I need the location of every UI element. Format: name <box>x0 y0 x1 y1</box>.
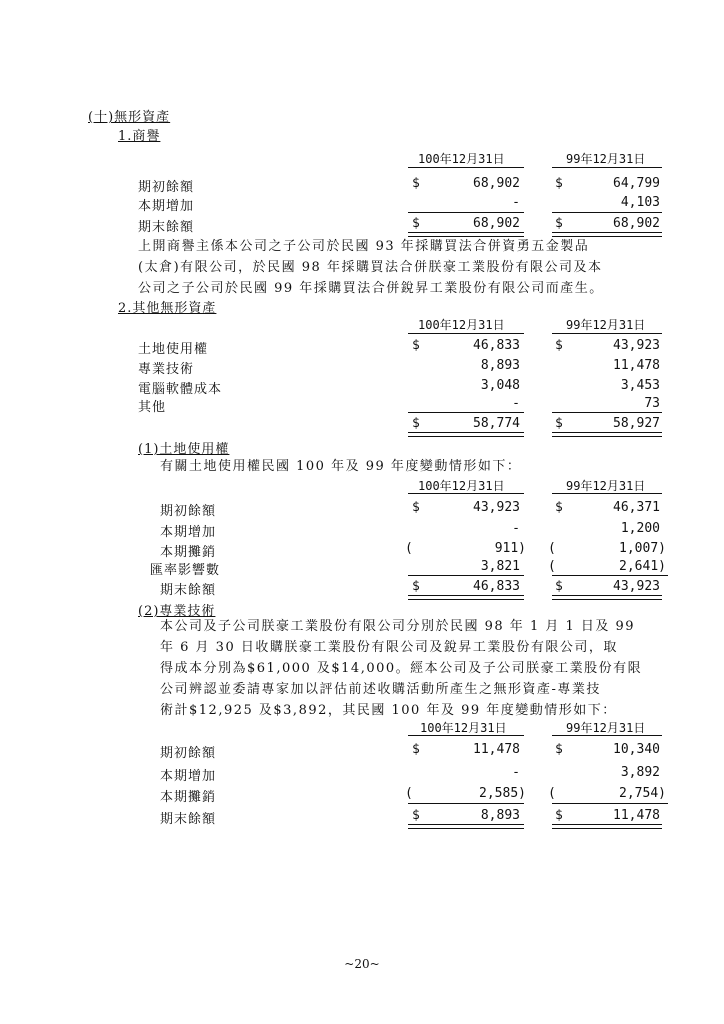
other-value: 43,923 <box>613 338 660 353</box>
land-value: 43,923 <box>473 500 520 515</box>
goodwill-value: 68,902 <box>473 176 520 191</box>
page-number: ~20~ <box>344 957 380 971</box>
technology-heading: (2)專業技術 <box>138 604 216 619</box>
land-subtotal-rule <box>408 575 524 576</box>
goodwill-row-label: 期初餘額 <box>138 180 195 195</box>
land-row-label: 期初餘額 <box>160 504 217 519</box>
land-row-label: 期末餘額 <box>160 583 217 598</box>
other-row-label: 土地使用權 <box>138 342 209 357</box>
tech-value: 3,892 <box>620 765 660 780</box>
other-total-value: 58,927 <box>613 416 660 431</box>
land-value: 2,641) <box>619 559 666 574</box>
currency-symbol: $ <box>412 500 420 515</box>
tech-subtotal-rule <box>408 803 524 804</box>
land-value: 911) <box>494 541 526 556</box>
goodwill-col2-header-rule <box>552 167 662 168</box>
other-col1-header-rule <box>408 333 524 334</box>
goodwill-subtotal-rule <box>552 212 662 213</box>
goodwill-row-label: 期末餘額 <box>138 220 195 235</box>
other-total-value: 58,774 <box>473 416 520 431</box>
land-row-label: 匯率影響數 <box>150 563 221 578</box>
goodwill-value: 4,103 <box>620 195 660 210</box>
open-paren: ( <box>548 786 556 801</box>
goodwill-value: - <box>512 195 520 210</box>
currency-symbol: $ <box>555 579 563 594</box>
other-total-double-rule <box>408 432 524 437</box>
land-value: 46,371 <box>613 500 660 515</box>
land-total-double-rule <box>552 595 662 600</box>
land-row-label: 本期攤銷 <box>160 545 217 560</box>
other-total-double-rule <box>552 432 662 437</box>
goodwill-value: 68,902 <box>473 216 520 231</box>
land-col2-header-rule <box>552 493 662 494</box>
other-value: 3,453 <box>620 378 660 393</box>
tech-total-double-rule <box>408 824 524 829</box>
other-value: 3,048 <box>480 378 520 393</box>
tech-col1-header: 100年12月31日 <box>420 721 507 735</box>
tech-total-double-rule <box>552 824 662 829</box>
tech-value: - <box>512 765 520 780</box>
land-value: 1,200 <box>620 521 660 536</box>
land-use-intro: 有關土地使用權民國 100 年及 99 年度變動情形如下： <box>160 459 522 474</box>
goodwill-value: 64,799 <box>613 176 660 191</box>
goodwill-col1-header: 100年12月31日 <box>418 152 505 166</box>
goodwill-heading: 1.商譽 <box>118 129 161 144</box>
other-value: 8,893 <box>480 358 520 373</box>
land-col1-header: 100年12月31日 <box>418 479 505 493</box>
open-paren: ( <box>548 541 556 556</box>
land-col2-header: 99年12月31日 <box>566 479 646 493</box>
currency-symbol: $ <box>412 338 420 353</box>
goodwill-note-line: 公司之子公司於民國 99 年採購買法合併銳昇工業股份有限公司而產生。 <box>138 281 604 296</box>
other-row-label: 其他 <box>138 400 167 415</box>
other-intangibles-heading: 2.其他無形資產 <box>118 301 217 316</box>
land-total-double-rule <box>408 595 524 600</box>
currency-symbol: $ <box>555 742 563 757</box>
tech-row-label: 本期攤銷 <box>160 790 217 805</box>
tech-row-label: 本期增加 <box>160 769 217 784</box>
land-use-heading: (1)土地使用權 <box>138 442 230 457</box>
land-value: 3,821 <box>480 559 520 574</box>
other-row-label: 電腦軟體成本 <box>138 382 223 397</box>
land-value: 1,007) <box>619 541 666 556</box>
open-paren: ( <box>405 786 413 801</box>
other-value: 73 <box>644 396 660 411</box>
land-col1-header-rule <box>408 493 524 494</box>
other-value: 11,478 <box>613 358 660 373</box>
other-col2-header-rule <box>552 333 662 334</box>
currency-symbol: $ <box>412 416 420 431</box>
goodwill-value: 68,902 <box>613 216 660 231</box>
land-row-label: 本期增加 <box>160 525 217 540</box>
currency-symbol: $ <box>412 808 420 823</box>
currency-symbol: $ <box>412 176 420 191</box>
other-col1-header: 100年12月31日 <box>418 318 505 332</box>
currency-symbol: $ <box>555 338 563 353</box>
open-paren: ( <box>405 541 413 556</box>
technology-note-line: 術計$12,925 及$3,892，其民國 100 年及 99 年度變動情形如下： <box>160 703 617 718</box>
currency-symbol: $ <box>412 579 420 594</box>
currency-symbol: $ <box>412 216 420 231</box>
other-value: 46,833 <box>473 338 520 353</box>
tech-value: 8,893 <box>480 808 520 823</box>
goodwill-subtotal-rule <box>408 212 524 213</box>
tech-value: 10,340 <box>613 742 660 757</box>
open-paren: ( <box>548 559 556 574</box>
other-col2-header: 99年12月31日 <box>566 318 646 332</box>
tech-col1-header-rule <box>408 735 524 736</box>
land-value: 43,923 <box>613 579 660 594</box>
tech-value: 11,478 <box>473 742 520 757</box>
tech-value: 2,754) <box>619 786 666 801</box>
tech-subtotal-rule <box>552 803 668 804</box>
land-subtotal-rule <box>552 575 668 576</box>
section-title: (十)無形資產 <box>88 110 171 125</box>
technology-note-line: 公司辨認並委請專家加以評估前述收購活動所產生之無形資產-專業技 <box>160 682 601 697</box>
currency-symbol: $ <box>555 216 563 231</box>
land-value: - <box>512 521 520 536</box>
other-value: - <box>512 396 520 411</box>
tech-value: 2,585) <box>479 786 526 801</box>
technology-note-line: 得成本分別為$61,000 及$14,000。經本公司及子公司朕豪工業股份有限 <box>160 661 643 676</box>
goodwill-col1-header-rule <box>408 167 524 168</box>
currency-symbol: $ <box>555 176 563 191</box>
currency-symbol: $ <box>555 500 563 515</box>
goodwill-col2-header: 99年12月31日 <box>566 152 646 166</box>
tech-value: 11,478 <box>613 808 660 823</box>
technology-note-line: 本公司及子公司朕豪工業股份有限公司分別於民國 98 年 1 月 1 日及 99 <box>160 619 636 634</box>
tech-col2-header-rule <box>552 735 662 736</box>
other-row-label: 專業技術 <box>138 362 195 377</box>
currency-symbol: $ <box>412 742 420 757</box>
land-value: 46,833 <box>473 579 520 594</box>
goodwill-note-line: 上開商譽主係本公司之子公司於民國 93 年採購買法合併資勇五金製品 <box>138 239 590 254</box>
goodwill-row-label: 本期增加 <box>138 199 195 214</box>
tech-col2-header: 99年12月31日 <box>566 721 646 735</box>
tech-row-label: 期末餘額 <box>160 812 217 827</box>
other-subtotal-rule <box>552 412 662 413</box>
technology-note-line: 年 6 月 30 日收購朕豪工業股份有限公司及銳昇工業股份有限公司，取 <box>160 640 618 655</box>
currency-symbol: $ <box>555 416 563 431</box>
goodwill-note-line: (太倉)有限公司，於民國 98 年採購買法合併朕豪工業股份有限公司及本 <box>138 260 603 275</box>
other-subtotal-rule <box>408 412 524 413</box>
currency-symbol: $ <box>555 808 563 823</box>
tech-row-label: 期初餘額 <box>160 746 217 761</box>
